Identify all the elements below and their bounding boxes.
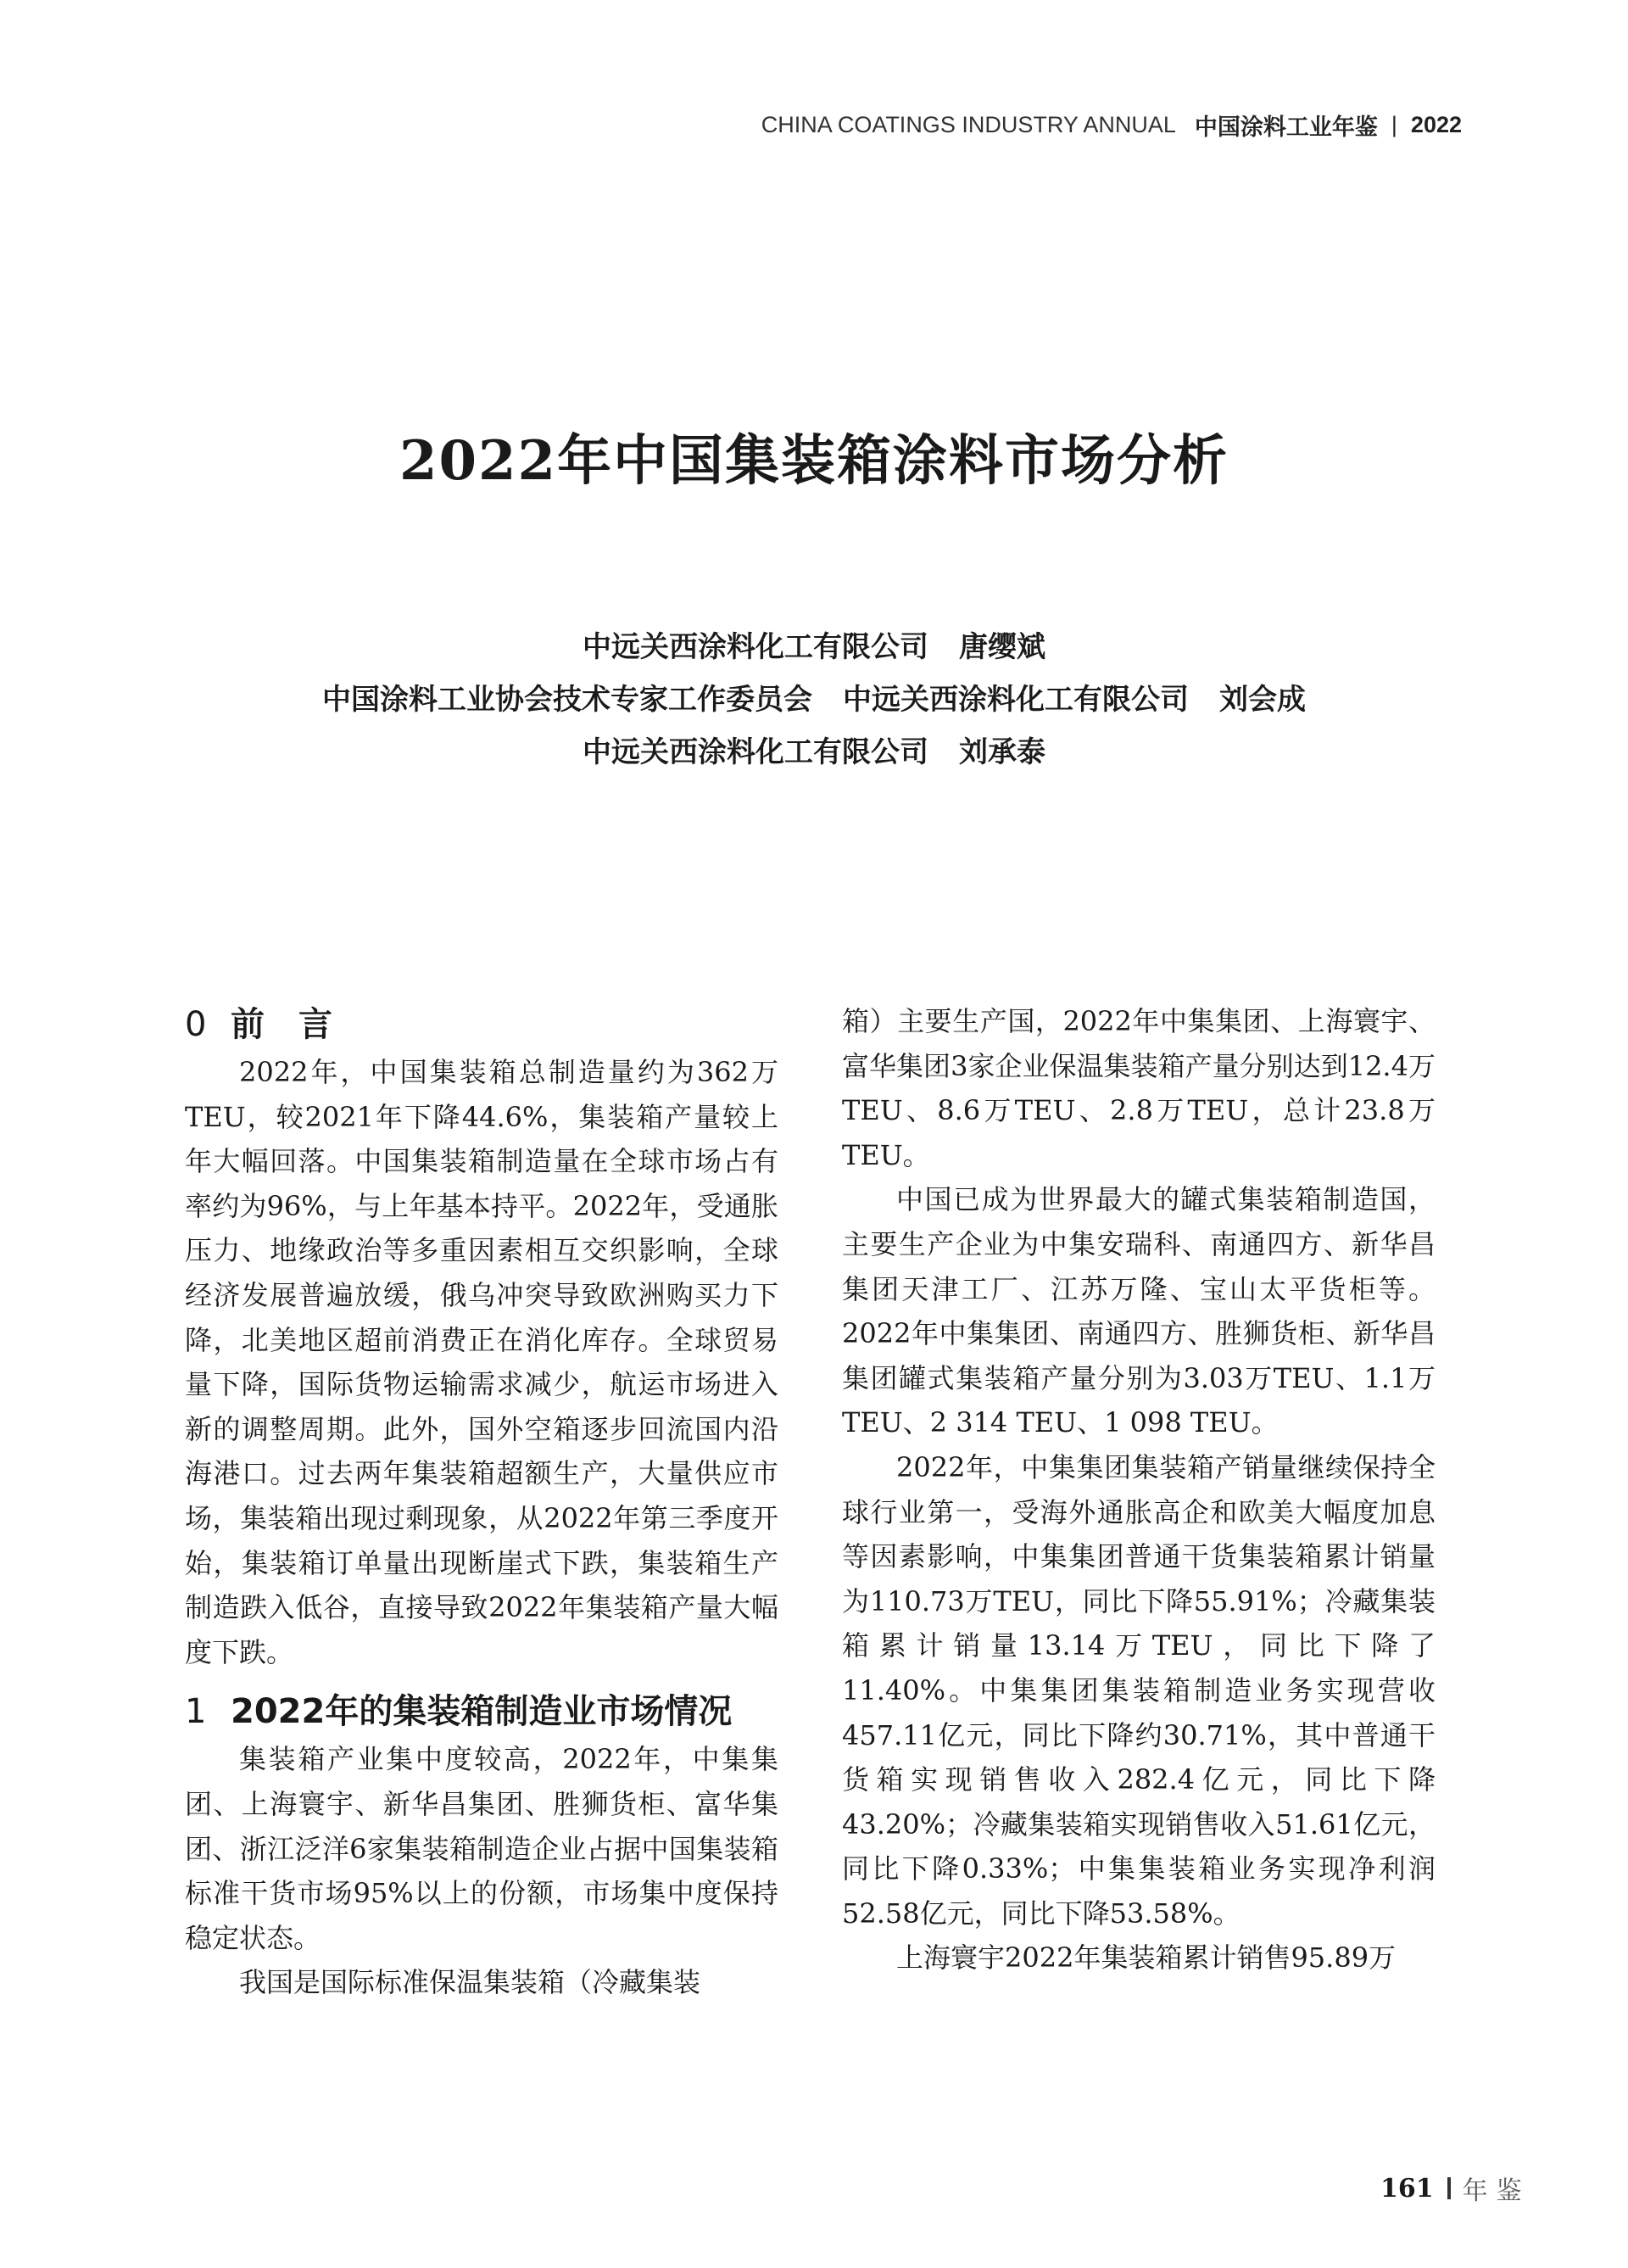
paragraph-industry-concentration: 集装箱产业集中度较高，2022年，中集集团、上海寰宇、新华昌集团、胜狮货柜、富华集团、浙江泛洋6家集装箱制造企业占据中国集装箱标准干货市场95%以上的份额，市场集中度保持稳定状态。 bbox=[185, 1743, 778, 1954]
header-chinese: 中国涂料工业年鉴 bbox=[1194, 115, 1378, 141]
author-org-secondary: 中远关西涂料化工有限公司 bbox=[843, 683, 1189, 717]
paragraph-preface: 2022年，中国集装箱总制造量约为362万TEU，较2021年下降44.6%，集装箱产量较上年大幅回落。中国集装箱制造量在全球市场占有率约为96%，与上年基本持平。2022年，受通胀压力、地缘政治等多重因素相互交织影响，全球经济发展普遍放缓，俄乌冲突导致欧洲购买力下降，北美地区超前消费正在消化库存。全球贸易量下降，国际货物运输需求减少，航运市场进入新的调整周期。此外，国外空箱逐步回流国内沿海港口。过去两年集装箱超额生产，大量供应市场，集装箱出现过剩现象，从2022年第三季度开始，集装箱订单量出现断崖式下跌，集装箱生产制造跌入低谷，直接导致2022年集装箱产量大幅度下跌。 bbox=[185, 1056, 778, 1668]
running-header bbox=[761, 109, 1462, 142]
author-org: 中远关西涂料化工有限公司 bbox=[583, 630, 928, 664]
paragraph-cimc: 2022年，中集集团集装箱产销量继续保持全球行业第一，受海外通胀高企和欧美大幅度加息等因素影响，中集集团普通干货集装箱累计销量为110.73万TEU，同比下降55.91%；冷藏集装箱累计销量13.14万TEU，同比下降了11.40%。中集集团集装箱制造业务实现营收457.11亿元，同比下降约30.71%，其中普通干货箱实现销售收入282.4亿元，同比下降43.20%；冷藏集装箱实现销售收入51.61亿元，同比下降0.33%；中集集装箱业务实现净利润52.58亿元，同比下降53.58%。 bbox=[842, 1450, 1436, 1930]
section-number: 0 bbox=[185, 1005, 207, 1044]
paragraph-tank-container: 中国已成为世界最大的罐式集装箱制造国，主要生产企业为中集安瑞科、南通四方、新华昌集团天津工厂、江苏万隆、宝山太平货柜等。2022年中集集团、南通四方、胜狮货柜、新华昌集团罐式集装箱产量分别为3.03万TEU、1.1万TEU、2 314 TEU、1 098 TEU。 bbox=[842, 1183, 1436, 1439]
paragraph-shanghai-huanyu: 上海寰宇2022年集装箱累计销售95.89万 bbox=[896, 1941, 1397, 1975]
author-line bbox=[0, 726, 1628, 779]
author-line bbox=[0, 621, 1628, 673]
author-name: 刘会成 bbox=[1219, 683, 1306, 717]
author-name: 唐缨斌 bbox=[959, 630, 1045, 664]
header-english: CHINA COATINGS INDUSTRY ANNUAL bbox=[761, 112, 1176, 137]
right-column bbox=[842, 999, 1436, 1980]
article-title: 2022年中国集装箱涂料市场分析 bbox=[399, 429, 1229, 493]
page-footer bbox=[1380, 2170, 1530, 2207]
author-line bbox=[0, 673, 1628, 726]
footer-divider bbox=[1447, 2177, 1451, 2199]
author-name: 刘承泰 bbox=[959, 735, 1045, 769]
page-number: 161 bbox=[1380, 2173, 1434, 2204]
author-org: 中远关西涂料化工有限公司 bbox=[583, 735, 928, 769]
header-year: 2022 bbox=[1410, 112, 1462, 137]
paragraph-reefer-continued: 箱）主要生产国，2022年中集集团、上海寰宇、富华集团3家企业保温集装箱产量分别达到12.4万TEU、8.6万TEU、2.8万TEU，总计23.8万TEU。 bbox=[842, 1005, 1436, 1171]
section-title: 前 言 bbox=[231, 1005, 332, 1044]
section-number: 1 bbox=[185, 1692, 207, 1732]
paragraph-reefer-start: 我国是国际标准保温集装箱（冷藏集装 bbox=[239, 1966, 701, 1999]
section-heading-market bbox=[185, 1686, 778, 1737]
section-title: 2022年的集装箱制造业市场情况 bbox=[231, 1692, 733, 1732]
author-org: 中国涂料工业协会技术专家工作委员会 bbox=[322, 683, 812, 717]
left-column bbox=[185, 999, 778, 2005]
section-heading-preface bbox=[185, 999, 778, 1050]
footer-label: 年鉴 bbox=[1462, 2176, 1530, 2206]
author-block bbox=[0, 621, 1628, 779]
header-separator: | bbox=[1391, 112, 1397, 137]
